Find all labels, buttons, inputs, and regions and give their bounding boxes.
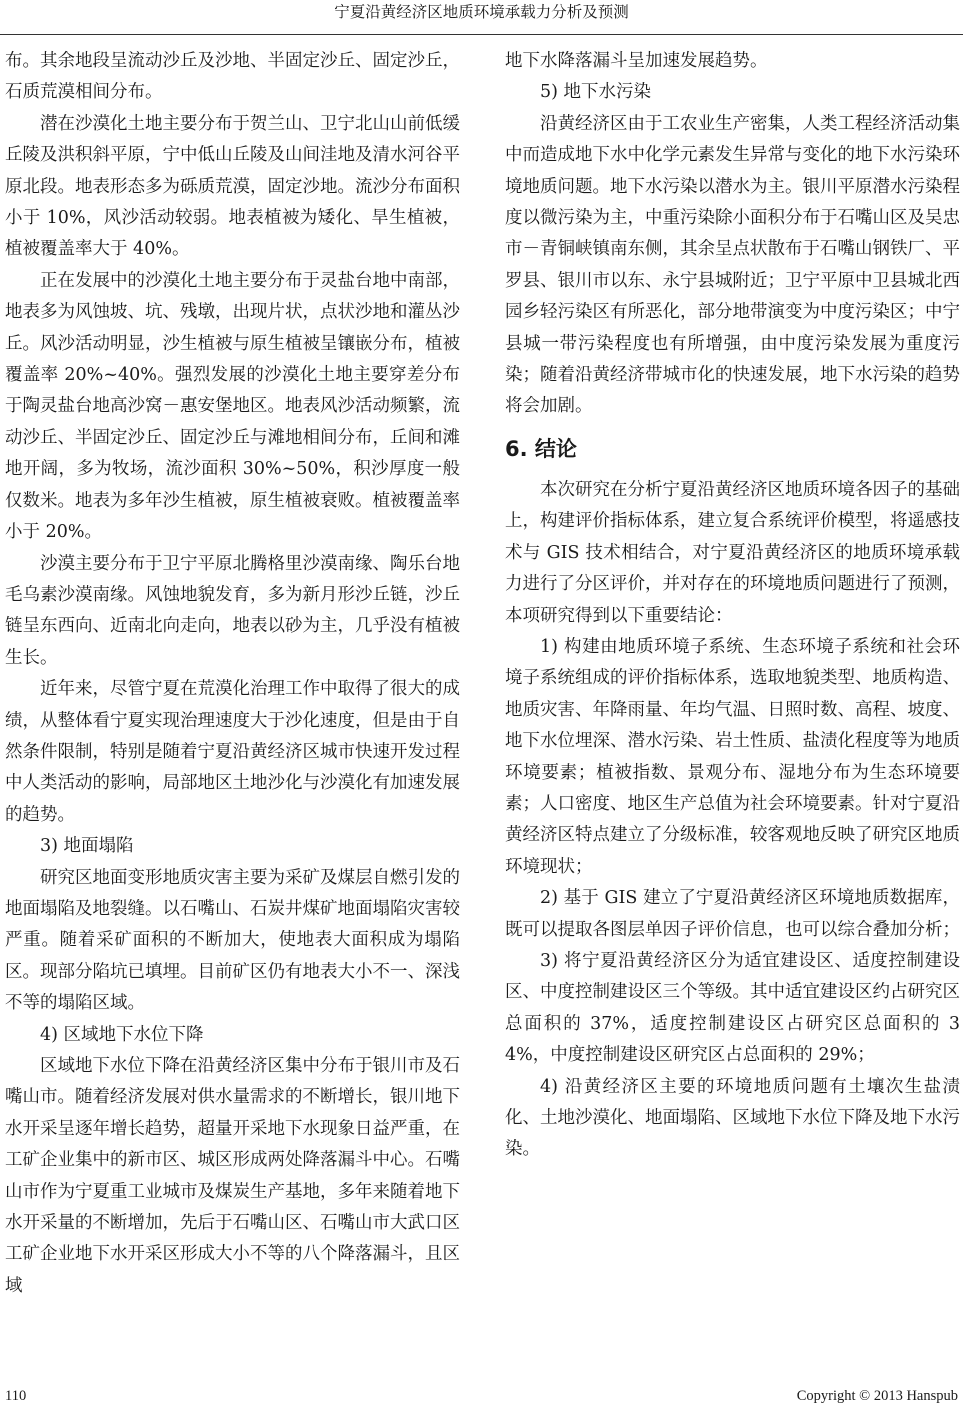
paragraph: 布。其余地段呈流动沙丘及沙地、半固定沙丘、固定沙丘，石质荒漠相间分布。 — [5, 51, 460, 103]
left-column — [5, 46, 460, 1302]
conclusion-item: 4) 沿黄经济区主要的环境地质问题有土壤次生盐渍化、土地沙漠化、地面塌陷、区域地下水位下降及地下水污染。 — [505, 1076, 960, 1160]
running-header — [0, 0, 963, 35]
paragraph: 近年来，尽管宁夏在荒漠化治理工作中取得了很大的成绩，从整体看宁夏实现治理速度大于沙化速度，但是由于自然条件限制，特别是随着宁夏沿黄经济区城市快速开发过程中人类活动的影响，局部地区土地沙化与沙漠化有加速发展的趋势。 — [5, 679, 460, 825]
paragraph: 沙漠主要分布于卫宁平原北腾格里沙漠南缘、陶乐台地毛乌素沙漠南缘。风蚀地貌发育，多为新月形沙丘链，沙丘链呈东西向、近南北向走向，地表以砂为主，几乎没有植被生长。 — [5, 553, 460, 668]
conclusion-item: 3) 将宁夏沿黄经济区分为适宜建设区、适度控制建设区、中度控制建设区三个等级。其中适宜建设区约占研究区总面积的 37%，适度控制建设区占研究区总面积的 34%，中度控制建设区研究区占总面积的 29%； — [505, 950, 960, 1066]
running-header-title: 宁夏沿黄经济区地质环境承载力分析及预测 — [334, 3, 629, 21]
paragraph: 正在发展中的沙漠化土地主要分布于灵盐台地中南部，地表多为风蚀坡、坑、残墩，出现片状，点状沙地和灌丛沙丘。风沙活动明显，沙生植被与原生植被呈镶嵌分布，植被覆盖率 20%~40%。强烈发展的沙漠化土地主要穿差分布于陶灵盐台地高沙窝－惠安堡地区。地表风沙活动频繁，流动沙丘、半固定沙丘、固定沙丘与滩地相间分布，丘间和滩地开阔，多为牧场，流沙面积 30%~50%，积沙厚度一般仅数米。地表为多年沙生植被，原生植被衰败。植被覆盖率小于 20%。 — [5, 270, 460, 543]
paragraph: 潜在沙漠化土地主要分布于贺兰山、卫宁北山山前低缓丘陵及洪积斜平原，宁中低山丘陵及山间洼地及清水河谷平原北段。地表形态多为砾质荒漠，固定沙地。流沙分布面积小于 10%，风沙活动较弱。地表植被为矮化、旱生植被，植被覆盖率大于 40%。 — [5, 113, 460, 260]
conclusion-item: 2) 基于 GIS 建立了宁夏沿黄经济区环境地质数据库，既可以提取各图层单因子评价信息，也可以综合叠加分析； — [505, 888, 960, 940]
subsection-heading: 5) 地下水污染 — [540, 82, 652, 103]
subsection-heading: 4) 区域地下水位下降 — [40, 1024, 204, 1045]
page-footer — [5, 1384, 958, 1408]
paragraph: 沿黄经济区由于工农业生产密集，人类工程经济活动集中而造成地下水中化学元素发生异常与变化的地下水污染环境地质问题。地下水污染以潜水为主。银川平原潜水污染程度以微污染为主，中重污染除小面积分布于石嘴山区及吴忠市－青铜峡镇南东侧，其余呈点状散布于石嘴山钢铁厂、平罗县、银川市以东、永宁县城附近；卫宁平原中卫县城北西园乡轻污染区有所恶化，部分地带演变为中度污染区；中宁县城一带污染程度也有所增强，由中度污染发展为重度污染；随着沿黄经济带城市化的快速发展，地下水污染的趋势将会加剧。 — [505, 113, 960, 417]
subsection-heading: 3) 地面塌陷 — [40, 836, 134, 857]
copyright-notice: Copyright © 2013 Hanspub — [796, 1388, 958, 1404]
right-column — [505, 46, 960, 1166]
conclusion-item: 1) 构建由地质环境子系统、生态环境子系统和社会环境子系统组成的评价指标体系，选取地貌类型、地质构造、地质灾害、年降雨量、年均气温、日照时数、高程、坡度、地下水位埋深、潜水污染、岩土性质、盐渍化程度等为地质环境要素；植被指数、景观分布、湿地分布为生态环境要素；人口密度、地区生产总值为社会环境要素。针对宁夏沿黄经济区特点建立了分级标准，较客观地反映了研究区地质环境现状； — [505, 636, 960, 877]
paragraph: 本次研究在分析宁夏沿黄经济区地质环境各因子的基础上，构建评价指标体系，建立复合系统评价模型，将遥感技术与 GIS 技术相结合，对宁夏沿黄经济区的地质环境承载力进行了分区评价，并对存在的环境地质问题进行了预测，本项研究得到以下重要结论： — [505, 479, 960, 626]
section-heading-conclusion: 6. 结论 — [505, 436, 577, 461]
paragraph: 研究区地面变形地质灾害主要为采矿及煤层自燃引发的地面塌陷及地裂缝。以石嘴山、石炭井煤矿地面塌陷灾害较严重。随着采矿面积的不断加大，使地表大面积成为塌陷区。现部分陷坑已填埋。目前矿区仍有地表大小不一、深浅不等的塌陷区域。 — [5, 867, 460, 1014]
paragraph: 区域地下水位下降在沿黄经济区集中分布于银川市及石嘴山市。随着经济发展对供水量需求的不断增长，银川地下水开采呈逐年增长趋势，超量开采地下水现象日益严重，在工矿企业集中的新市区、城区形成两处降落漏斗中心。石嘴山市作为宁夏重工业城市及煤炭生产基地，多年来随着地下水开采量的不断增加，先后于石嘴山区、石嘴山市大武口区工矿企业地下水开采区形成大小不等的八个降落漏斗，且区域 — [5, 1056, 460, 1296]
page-number: 110 — [5, 1388, 27, 1404]
paragraph: 地下水降落漏斗呈加速发展趋势。 — [505, 51, 768, 71]
